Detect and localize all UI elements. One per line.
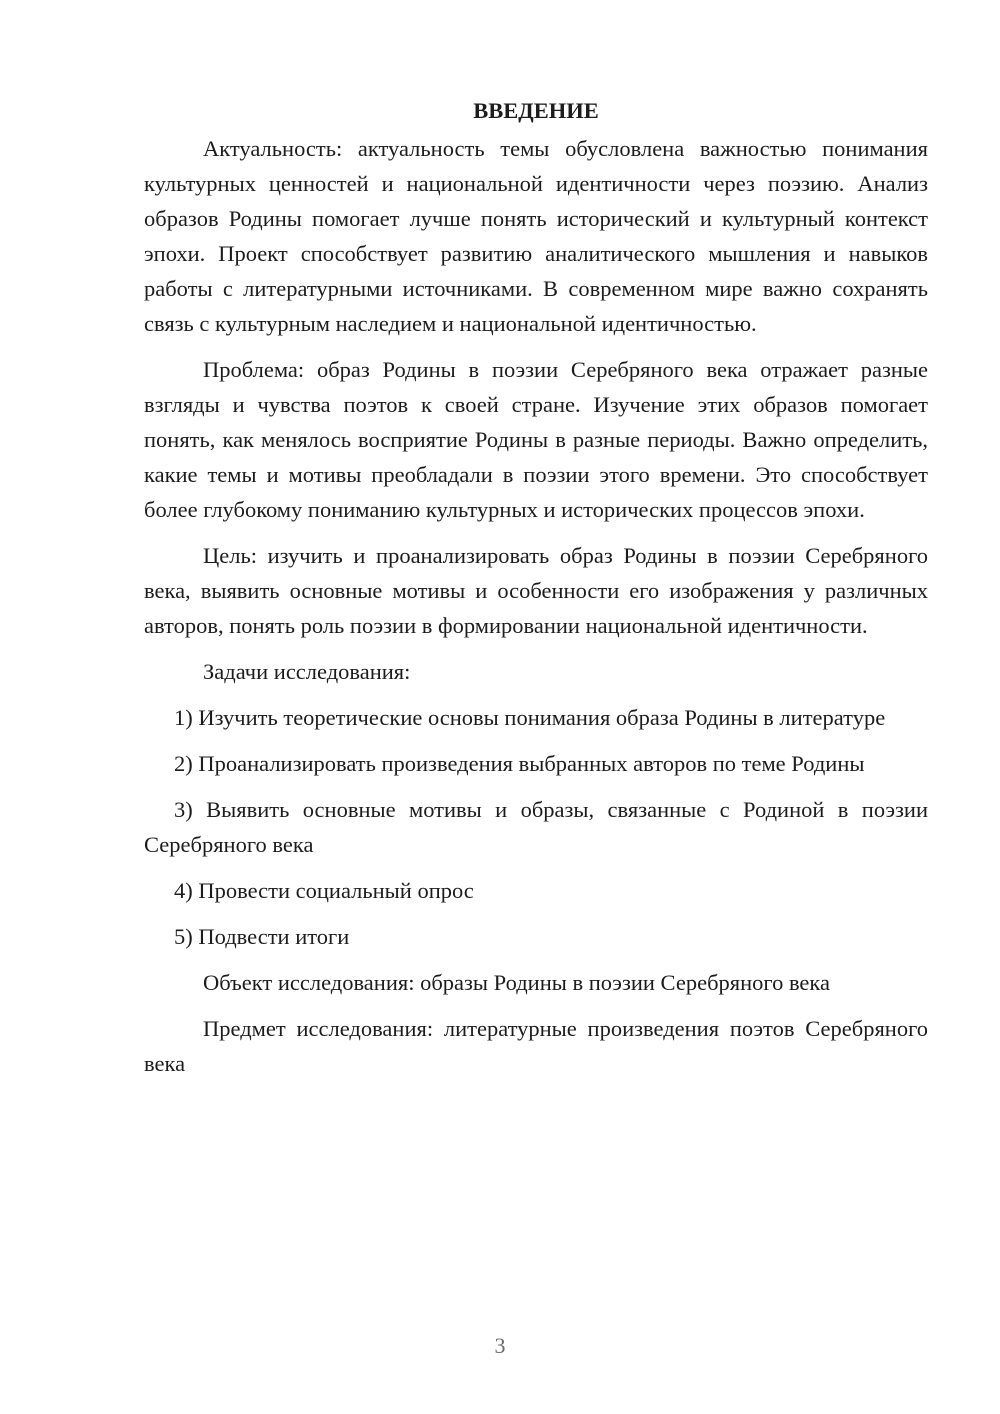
section-title: ВВЕДЕНИЕ (473, 98, 599, 123)
goal-paragraph: Цель: изучить и проанализировать образ Родины в поэзии Серебряного века, выявить основные мотивы и особенности его изображения у различных авторов, понять роль поэзии в формировании национальной идентичности. (144, 543, 928, 638)
research-object-paragraph: Объект исследования: образы Родины в поэзии Серебряного века (203, 970, 831, 995)
task-item: 3) Выявить основные мотивы и образы, связанные с Родиной в поэзии Серебряного века (144, 797, 928, 857)
task-item: 2) Проанализировать произведения выбранных авторов по теме Родины (174, 751, 865, 776)
tasks-heading: Задачи исследования: (203, 659, 411, 684)
relevance-paragraph: Актуальность: актуальность темы обусловлена важностью понимания культурных ценностей и национальной идентичности через поэзию. Анализ образов Родины помогает лучше понять исторический и культурный контекст эпохи. Проект способствует развитию аналитического мышления и навыков работы с литературными источниками. В современном мире важно сохранять связь с культурным наследием и национальной идентичностью. (144, 136, 928, 336)
task-item: 4) Провести социальный опрос (174, 878, 474, 903)
research-subject-paragraph: Предмет исследования: литературные произведения поэтов Серебряного века (144, 1016, 928, 1076)
task-item: 5) Подвести итоги (174, 924, 350, 949)
task-item: 1) Изучить теоретические основы понимания образа Родины в литературе (174, 705, 886, 730)
problem-paragraph: Проблема: образ Родины в поэзии Серебряного века отражает разные взгляды и чувства поэтов к своей стране. Изучение этих образов помогает понять, как менялось восприятие Родины в разные периоды. Важно определить, какие темы и мотивы преобладали в поэзии этого времени. Это способствует более глубокому пониманию культурных и исторических процессов эпохи. (144, 357, 928, 522)
page-number: 3 (494, 1333, 506, 1358)
tasks-list (144, 700, 928, 954)
document-page (144, 93, 928, 1092)
